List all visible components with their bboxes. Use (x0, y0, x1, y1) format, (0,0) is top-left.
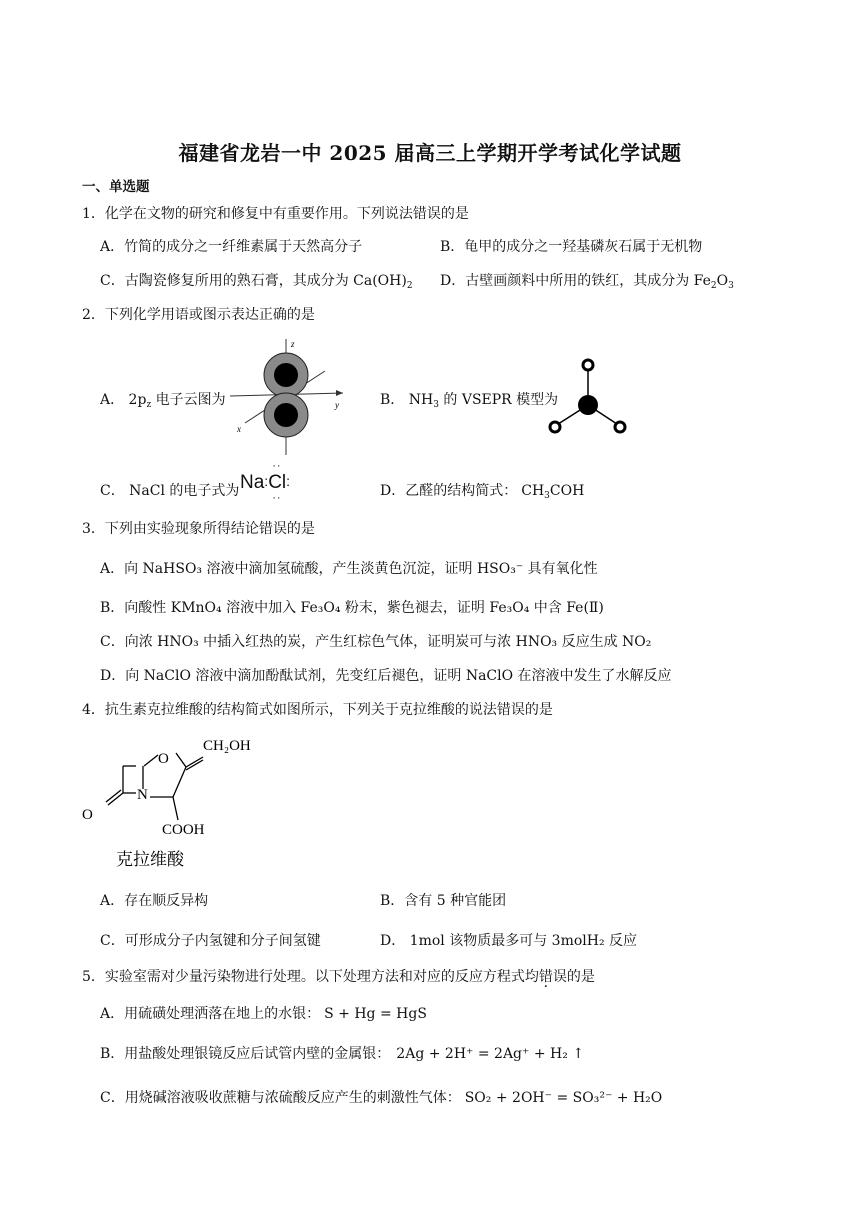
q5-option-b: B．用盐酸处理银镜反应后试管内壁的金属银： 2Ag + 2H⁺ = 2Ag⁺ + H₂ ↑ (100, 1046, 585, 1062)
carbonyl-oxygen-label: O (82, 807, 93, 823)
ring-oxygen-label: O (158, 751, 169, 767)
q2-stem: 2．下列化学用语或图示表达正确的是 (82, 307, 315, 323)
axis-y-label: y (335, 400, 339, 410)
q1-option-c: C．古陶瓷修复所用的熟石膏，其成分为 $Ca(OH)_2$ (100, 273, 413, 291)
q5-b-equation: 2Ag + 2H⁺ = 2Ag⁺ + H₂ ↑ (396, 1046, 585, 1062)
q2-option-d: D．乙醛的结构简式： $CH_3COH$ (380, 483, 585, 501)
q4-option-c: C．可形成分子内氢键和分子间氢键 (100, 933, 321, 949)
q5-c-equation: SO₂ + 2OH⁻ = SO₃²⁻ + H₂O (464, 1090, 663, 1106)
q4-option-a: A．存在顺反异构 (100, 893, 209, 909)
q4-stem: 4．抗生素克拉维酸的结构简式如图所示，下列关于克拉维酸的说法错误的是 (82, 702, 553, 718)
structure-caption: 克拉维酸 (116, 850, 184, 869)
q3-option-b: B．向酸性 KMnO₄ 溶液中加入 Fe₃O₄ 粉末，紫色褪去，证明 Fe₃O₄ 中含 Fe(Ⅱ) (100, 600, 604, 616)
q3-option-c: C．向浓 HNO₃ 中插入红热的炭，产生红棕色气体，证明炭可与浓 HNO₃ 反应生成 NO₂ (100, 634, 652, 650)
q4-option-d: D． 1mol 该物质最多可与 3molH₂ 反应 (380, 933, 638, 949)
q5-option-a: A．用硫磺处理洒落在地上的水银： S + Hg = HgS (100, 1006, 427, 1022)
axis-x-label: x (237, 424, 241, 434)
emphasized-text: 均错误 (524, 969, 567, 985)
nacl-electron-formula: Na: ·· ·· Cl: (240, 460, 291, 504)
vsepr-model-diagram (545, 355, 630, 440)
q1-option-a: A．竹简的成分之一纤维素属于天然高分子 (100, 239, 363, 255)
acetaldehyde-formula: $CH_3COH$ (521, 483, 585, 501)
clavulanic-acid-structure (78, 733, 278, 873)
cooh-label: COOH (162, 822, 205, 838)
q5-a-equation: S + Hg = HgS (324, 1006, 427, 1022)
q3-stem: 3．下列由实验现象所得结论错误的是 (82, 521, 315, 537)
q2-option-b: B． $NH_3$ 的 VSEPR 模型为 (380, 392, 559, 410)
q5-stem: 5．实验室需对少量污染物进行处理。以下处理方法和对应的反应方程式均错误的是 (82, 969, 595, 985)
q1-option-d: D．古壁画颜料中所用的铁红，其成分为 $Fe_2O_3$ (440, 273, 734, 291)
q2-option-c: C． NaCl 的电子式为 (100, 483, 240, 499)
q4-option-b: B．含有 5 种官能团 (380, 893, 507, 909)
ch2oh-label: CH₂OH (203, 738, 251, 754)
q1-stem: 1．化学在文物的研究和修复中有重要作用。下列说法错误的是 (82, 206, 469, 222)
ring-nitrogen-label: N (137, 787, 148, 803)
q2-option-a: A． $2p_z$ 电子云图为 (100, 392, 226, 410)
page-title: 福建省龙岩一中 2025 届高三上学期开学考试化学试题 (178, 141, 682, 165)
q3-option-d: D．向 NaClO 溶液中滴加酚酞试剂，先变红后褪色，证明 NaClO 在溶液中发生了水解反应 (100, 668, 672, 684)
q1-option-b: B．龟甲的成分之一羟基磷灰石属于无机物 (440, 239, 703, 255)
axis-z-label: z (291, 339, 295, 349)
q5-option-c: C．用烧碱溶液吸收蔗糖与浓硫酸反应产生的刺激性气体： SO₂ + 2OH⁻ = SO₃²⁻ + H₂O (100, 1090, 663, 1106)
section-heading: 一、单选题 (82, 179, 150, 195)
q3-option-a: A．向 NaHSO₃ 溶液中滴加氢硫酸，产生淡黄色沉淀，证明 HSO₃⁻ 具有氧化性 (100, 561, 598, 577)
p-orbital-diagram (225, 335, 355, 460)
